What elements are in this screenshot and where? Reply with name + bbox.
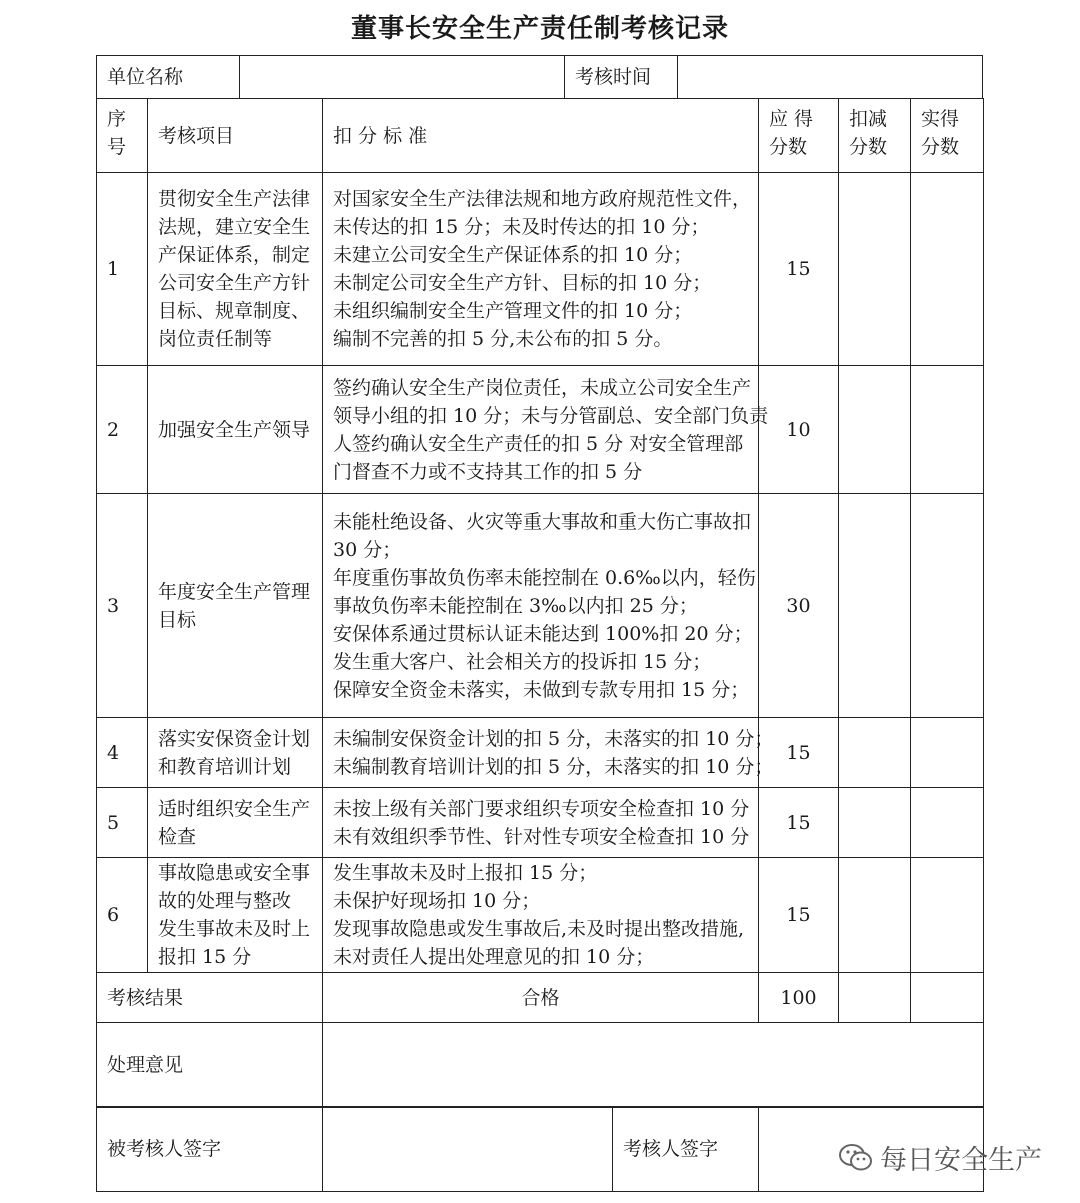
row-due-score: 15 (759, 788, 839, 858)
standard-line: 安保体系通过贯标认证未能达到 100%扣 20 分； (333, 622, 753, 645)
item-line: 发生事故未及时上 (158, 918, 311, 940)
watermark-text: 每日安全生产 (880, 1145, 1042, 1176)
header-due-score: 应 得 分数 (759, 99, 839, 173)
standard-line: 未按上级有关部门要求组织专项安全检查扣 10 分 (333, 797, 750, 820)
row-standard (323, 173, 759, 366)
row-standard (323, 858, 759, 973)
standard-line: 发生事故未及时上报扣 15 分； (333, 862, 598, 884)
item-line: 目标、规章制度、 (158, 300, 311, 322)
table-row (97, 494, 984, 718)
item-line: 产保证体系，制定 (158, 244, 311, 266)
table-row (97, 858, 984, 973)
row-due-score: 10 (759, 366, 839, 494)
row-number: 4 (97, 718, 148, 788)
result-actual-cell[interactable] (911, 973, 984, 1023)
header-deduct-score: 扣减 分数 (839, 99, 911, 173)
unit-name-field[interactable] (240, 56, 565, 99)
standard-line: 年度重伤事故负伤率未能控制在 0.6‰以内，轻伤 (333, 566, 756, 589)
item-line: 检查 (158, 825, 197, 848)
standard-line: 未编制教育培训计划的扣 5 分，未落实的扣 10 分； (333, 755, 774, 778)
table-row (97, 366, 984, 494)
row-deduct-score[interactable] (839, 173, 911, 366)
row-deduct-score[interactable] (839, 494, 911, 718)
unit-name-label: 单位名称 (97, 56, 240, 99)
table-row (97, 173, 984, 366)
item-line: 加强安全生产领导 (158, 418, 311, 441)
item-line: 法规，建立安全生 (158, 216, 311, 238)
row-actual-score[interactable] (911, 173, 984, 366)
header-standard: 扣 分 标 准 (323, 99, 759, 173)
standard-line: 事故负伤率未能控制在 3‰以内扣 25 分； (333, 594, 698, 617)
item-line: 贯彻安全生产法律 (158, 188, 311, 210)
standard-line: 发现事故隐患或发生事故后,未及时提出整改措施, (333, 918, 745, 940)
row-number: 1 (97, 173, 148, 366)
item-line: 公司安全生产方针 (158, 272, 311, 294)
standard-line: 未保护好现场扣 10 分； (333, 890, 541, 912)
row-number: 5 (97, 788, 148, 858)
row-deduct-score[interactable] (839, 788, 911, 858)
row-item (148, 718, 323, 788)
row-item (148, 366, 323, 494)
wechat-icon (838, 1143, 874, 1173)
info-table (96, 55, 983, 99)
row-due-score: 15 (759, 718, 839, 788)
item-line: 适时组织安全生产 (158, 797, 311, 820)
standard-line: 未编制安保资金计划的扣 5 分，未落实的扣 10 分； (333, 727, 774, 750)
header-row (97, 99, 984, 173)
row-item (148, 788, 323, 858)
row-item (148, 858, 323, 973)
row-due-score: 15 (759, 173, 839, 366)
standard-line: 30 分； (333, 538, 402, 561)
table-row (97, 718, 984, 788)
header-actual-score: 实得 分数 (911, 99, 984, 173)
item-line: 事故隐患或安全事 (158, 862, 311, 884)
item-line: 和教育培训计划 (158, 755, 292, 778)
item-line: 报扣 15 分 (158, 946, 252, 968)
row-actual-score[interactable] (911, 718, 984, 788)
examinee-signature-field[interactable] (323, 1107, 613, 1192)
item-line: 故的处理与整改 (158, 890, 292, 912)
row-actual-score[interactable] (911, 494, 984, 718)
standard-line: 领导小组的扣 10 分；未与分管副总、安全部门负责 (333, 404, 769, 427)
row-due-score: 15 (759, 858, 839, 973)
standard-line: 未能杜绝设备、火灾等重大事故和重大伤亡事故扣 (333, 510, 752, 533)
row-actual-score[interactable] (911, 366, 984, 494)
row-standard (323, 494, 759, 718)
row-number: 6 (97, 858, 148, 973)
opinion-field[interactable] (323, 1023, 984, 1108)
standard-line: 门督查不力或不支持其工作的扣 5 分 (333, 460, 643, 483)
row-item (148, 173, 323, 366)
exam-time-field[interactable] (678, 56, 983, 99)
row-standard (323, 366, 769, 494)
row-deduct-score[interactable] (839, 718, 911, 788)
standard-line: 对国家安全生产法律法规和地方政府规范性文件， (333, 188, 752, 210)
opinion-row (97, 1023, 984, 1108)
standard-line: 未对责任人提出处理意见的扣 10 分； (333, 946, 655, 968)
examiner-signature-label: 考核人签字 (613, 1107, 759, 1192)
row-standard (323, 718, 774, 788)
row-deduct-score[interactable] (839, 366, 911, 494)
opinion-label: 处理意见 (97, 1023, 323, 1108)
watermark (838, 1138, 1042, 1177)
standard-line: 未组织编制安全生产管理文件的扣 10 分； (333, 300, 693, 322)
result-label: 考核结果 (97, 973, 323, 1023)
document-title: 董事长安全生产责任制考核记录 (350, 14, 729, 44)
standard-line: 人签约确认安全生产责任的扣 5 分 对安全管理部 (333, 432, 744, 455)
result-row (97, 973, 984, 1023)
row-number: 2 (97, 366, 148, 494)
standard-line: 未传达的扣 15 分；未及时传达的扣 10 分； (333, 216, 710, 238)
item-line: 目标 (158, 608, 197, 631)
row-number: 3 (97, 494, 148, 718)
header-no: 序 号 (97, 99, 148, 173)
table-row (97, 788, 984, 858)
result-total: 100 (759, 973, 839, 1023)
examinee-signature-label: 被考核人签字 (97, 1107, 323, 1192)
row-actual-score[interactable] (911, 858, 984, 973)
exam-time-label: 考核时间 (565, 56, 678, 99)
standard-line: 签约确认安全生产岗位责任，未成立公司安全生产 (333, 376, 752, 399)
row-actual-score[interactable] (911, 788, 984, 858)
standard-line: 未制定公司安全生产方针、目标的扣 10 分； (333, 272, 712, 294)
item-line: 年度安全生产管理 (158, 580, 311, 603)
result-value: 合格 (323, 973, 759, 1023)
item-line: 岗位责任制等 (158, 328, 273, 350)
result-deduct-cell[interactable] (839, 973, 911, 1023)
row-standard (323, 788, 759, 858)
standard-line: 保障安全资金未落实，未做到专款专用扣 15 分； (333, 678, 750, 701)
row-item (148, 494, 323, 718)
row-deduct-score[interactable] (839, 858, 911, 973)
header-item: 考核项目 (148, 99, 323, 173)
assessment-table (96, 98, 984, 1108)
standard-line: 发生重大客户、社会相关方的投诉扣 15 分； (333, 650, 712, 673)
standard-line: 编制不完善的扣 5 分,未公布的扣 5 分。 (333, 328, 673, 350)
standard-line: 未建立公司安全生产保证体系的扣 10 分； (333, 244, 693, 266)
item-line: 落实安保资金计划 (158, 727, 311, 750)
row-due-score: 30 (759, 494, 839, 718)
standard-line: 未有效组织季节性、针对性专项安全检查扣 10 分 (333, 825, 750, 848)
